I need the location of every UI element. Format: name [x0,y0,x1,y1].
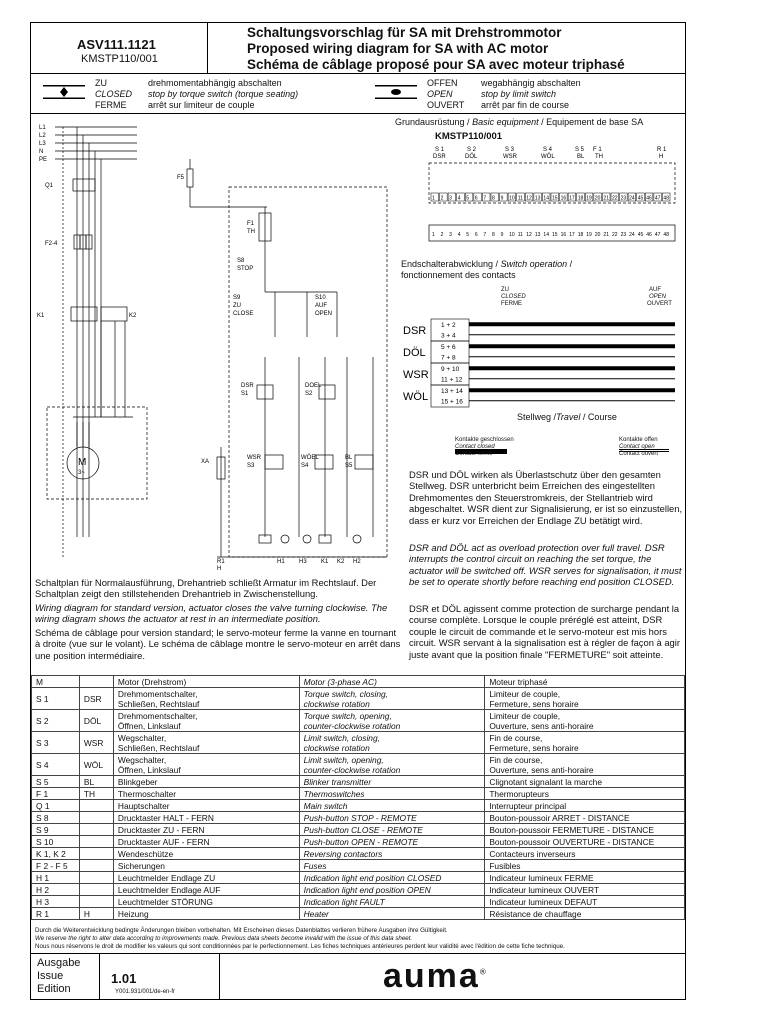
legend-cell: Push-button CLOSE - REMOTE [299,824,485,836]
legend-cell: Fuses [299,860,485,872]
terminal-top-number: 5 [466,195,470,202]
legend-header-row [32,676,685,688]
timing-row-label: DÖL [403,347,426,359]
legend-cell: DSR [79,688,113,710]
legend-cell: Reversing contactors [299,848,485,860]
legend-cell: Drehmomentschalter, Öffnen, Linkslauf [113,710,299,732]
terminal-top-number: 6 [474,195,478,202]
s4-label: S4 [301,463,309,469]
terminal-bottom-number: 24 [629,232,635,238]
k2-label: K2 [129,313,137,319]
mode-left-de: ZU [95,78,107,88]
label-open: OPEN [649,294,667,300]
terminal-top-number: 11 [517,195,523,202]
wsr-label: WSR [247,455,261,461]
heater-xa-label: XA [201,459,210,465]
legend-cell: Contacteurs inverseurs [485,848,685,860]
description-right-en: DSR and DÖL act as overload protection over full travel. DSR interrupts the control circuit on reaching the set torque, the actuator will be switched off. WSR serves for signalisation, it must be set to operate shortly before reaching end position CLOSED. [409,542,682,588]
legend-cell: Bouton-poussoir OUVERTURE - DISTANCE [485,836,685,848]
legend-cell: Sicherungen [113,860,299,872]
limit-switch-icon [375,85,417,99]
equip-s3-name: WSR [503,154,517,160]
description-right-fr: DSR et DÖL agissent comme protection de surcharge pendant la course complète. Lorsque le couple préréglé est atteint, DSR couple le circuit de commande et le servo-moteur est mis hors circuit. WSR servant à la signalisation est à régler de façon à agir juste avant que la position finale "FERMETURE" soit atteinte. [409,603,680,660]
legend-cell: S 10 [32,836,80,848]
legend-cell: S 8 [32,812,80,824]
title-fr: Schéma de câblage proposé pour SA avec moteur triphasé [247,57,625,72]
terminal-top-number: 9 [500,195,504,202]
legend-cell: Wendeschütze [113,848,299,860]
mode-left-fr: FERME [95,100,127,110]
legend-row [32,824,685,836]
legend-cell: K 1, K 2 [32,848,80,860]
legend-cell: Leuchtmelder Endlage AUF [113,884,299,896]
equip-f1-name: TH [595,154,603,160]
legend-cell: S 9 [32,824,80,836]
legend-cell: Torque switch, closing, clockwise rotation [299,688,485,710]
terminal-top-number: 16 [560,195,567,202]
legend-cell: Main switch [299,800,485,812]
legend-cell: Thermoswitches [299,788,485,800]
woel-label: WÖEL [301,455,319,461]
legend-cell: Drucktaster ZU - FERN [113,824,299,836]
equip-s1-name: DSR [433,154,446,160]
legend-cell: H 1 [32,872,80,884]
description-left-en: Wiring diagram for standard version, actuator closes the valve turning clockwise. The wiring diagram shows the actuator at rest in an intermediate position. [35,602,388,625]
timing-contact-label: 9 + 10 [441,366,460,373]
timing-row-label: WÖL [403,391,429,403]
legend-table [31,675,685,920]
legend-cell: Heizung [113,908,299,920]
terminal-bottom-number: 8 [492,232,495,238]
issue-number: 1.01 [111,971,137,986]
legend-cell: Interrupteur principal [485,800,685,812]
terminal-top-number: 20 [594,195,601,202]
terminal-bottom-number: 12 [526,232,532,238]
lamp-h2-label: H2 [353,559,361,565]
terminal-bottom-number: 19 [586,232,592,238]
mode-right-en-text: stop by limit switch [481,89,557,99]
legend-row [32,896,685,908]
footnote-en: We reserve the right to alter data according to improvements made. Previous data sheets become invalid with the issue of this data sheet. [35,935,413,942]
f5-label: F5 [177,175,185,181]
description-right-de: DSR und DÖL wirken als Überlastschutz über den gesamten Stellweg. DSR unterbricht beim Erreichen des eingestellten Drehmomentes den Steuerstromkreis, der Stellantrieb wird abgeschaltet. WSR dient zur Signalisierung, er ist so einzustellen, dass er kurz vor Erreichen der Endlage ZU betätigt wird. [409,469,683,526]
timing-contact-label: 11 + 12 [441,376,463,384]
logo-text: auma [383,957,480,995]
legend-cell: S 5 [32,776,80,788]
mode-right-de-text: wegabhängig abschalten [481,78,581,88]
issue-label-fr: Edition [37,983,71,995]
legend-cell: Thermorupteurs [485,788,685,800]
legend-cell [79,884,113,896]
closed-key-de: Kontakte geschlossen [455,437,514,443]
legend-cell: S 4 [32,754,80,776]
supply-pe-label: PE [39,157,48,163]
terminal-top-number: 15 [552,195,558,202]
legend-row [32,860,685,872]
h-label: H [217,566,222,571]
equip-r1-name: H [659,154,664,160]
terminal-top-number: 48 [663,195,669,202]
datasheet [30,22,686,1000]
s10-label: S10 [315,295,326,301]
open-key-fr: Contact ouvert [619,451,659,457]
terminal-top-number: 3 [449,195,452,202]
terminal-bottom-number: 22 [612,232,618,238]
terminal-top-number: 19 [586,195,592,202]
legend-cell: Indicateur lumineux DEFAUT [485,896,685,908]
label-ouvert: OUVERT [647,301,672,307]
doel-label: DOEL [305,383,322,389]
logo-trademark: ® [479,967,488,977]
legend-cell: Limiteur de couple, Fermeture, sens horaire [485,688,685,710]
terminal-bottom-number: 15 [552,232,558,238]
equip-s3-id: S 3 [505,147,515,153]
s10-auf-label: AUF [315,303,327,309]
timing-row-label: WSR [403,369,429,381]
description-left-fr: Schéma de câblage pour version standard; le servo-moteur ferme la vanne en tournant à droite (vue sur le volant). Le schéma de câblage montre le servo-moteur en arrêt dans une position intermédiaire. [35,627,401,661]
legend-cell [79,896,113,908]
legend-cell: Wegschalter, Schließen, Rechtslauf [113,732,299,754]
s8-label: S8 [237,258,245,264]
mode-right-de: OFFEN [427,78,458,88]
title-en: Proposed wiring diagram for SA with AC motor [247,41,549,56]
s2-label: S2 [305,391,313,397]
terminal-bottom-number: 48 [663,232,669,238]
legend-row [32,710,685,732]
label-auf: AUF [649,287,661,293]
footnote [35,927,685,951]
closed-key-fr: Contact fermé [455,451,493,457]
terminal-top-number: 47 [654,195,661,202]
terminal-bottom-number: 20 [594,232,601,238]
terminal-top-number: 4 [457,195,461,202]
legend-cell: Torque switch, opening, counter-clockwise rotation [299,710,485,732]
terminal-top-number: 23 [620,195,627,202]
equip-s4-id: S 4 [543,147,553,153]
travel-label: Stellweg /Travel / Course [517,412,617,422]
s8-stop-label: STOP [237,266,254,272]
legend-cell: Q 1 [32,800,80,812]
mode-right-fr-text: arrêt par fin de course [481,100,570,110]
mode-right-en: OPEN [427,89,453,99]
terminal-top-number: 10 [509,195,515,202]
label-closed: CLOSED [501,294,526,300]
motor-sub-label: 3~ [78,470,85,476]
terminal-top-number: 17 [569,195,575,202]
timing-contact-label: 13 + 14 [441,388,463,395]
timing-row-label: DSR [403,325,427,337]
mode-left-fr-text: arrêt sur limiteur de couple [148,100,255,110]
legend-cell: Indication light end position OPEN [299,884,485,896]
legend-cell: F 1 [32,788,80,800]
legend-cell: Fin de course, Ouverture, sens anti-horaire [485,754,685,776]
legend-cell: Thermoschalter [113,788,299,800]
legend-cell: Résistance de chauffage [485,908,685,920]
legend-row [32,884,685,896]
closed-key-en: Contact closed [455,444,495,450]
equip-r1-id: R 1 [657,147,667,153]
terminal-top-number: 2 [440,195,444,202]
legend-cell: Drucktaster HALT - FERN [113,812,299,824]
terminal-bottom-number: 16 [560,232,567,238]
legend-cell: S 3 [32,732,80,754]
legend-cell: M [32,676,80,688]
terminal-bottom-number: 23 [620,232,627,238]
terminal-bottom-number: 13 [534,232,541,238]
label-zu: ZU [501,287,509,293]
legend-cell: BL [79,776,113,788]
legend-row [32,908,685,920]
legend-cell [79,676,113,688]
terminal-top-number: 46 [646,195,652,202]
s3-label: S3 [247,463,255,469]
terminal-top-number: 24 [629,195,635,202]
legend-cell: Indication light FAULT [299,896,485,908]
equip-s2-id: S 2 [467,147,477,153]
legend-cell: Drucktaster AUF - FERN [113,836,299,848]
terminal-bottom-number: 6 [474,232,478,238]
legend-row [32,754,685,776]
equip-s4-name: WÖL [541,154,555,160]
legend-cell: Limiteur de couple, Ouverture, sens anti-horaire [485,710,685,732]
terminal-top-number: 22 [612,195,618,202]
terminal-bottom-number: 47 [654,232,661,238]
open-key-en: Contact open [619,444,655,450]
terminal-top-number: 1 [432,195,435,202]
timing-contact-label: 3 + 4 [441,332,456,340]
legend-cell: H 3 [32,896,80,908]
equip-s5-name: BL [577,154,585,160]
legend-cell [79,860,113,872]
mode-left-de-text: drehmomentabhängig abschalten [148,78,282,88]
legend-cell [79,836,113,848]
legend-cell [79,800,113,812]
terminal-bottom-number: 5 [466,232,470,238]
terminal-top-number: 13 [534,195,541,202]
terminal-top-number: 18 [577,195,584,202]
terminal-bottom-number: 18 [577,232,584,238]
legend-cell: Indication light end position CLOSED [299,872,485,884]
description-left-de: Schaltplan für Normalausführung, Drehantrieb schließt Armatur im Rechtslauf. Der Schaltplan zeigt den stillstehenden Drehantrieb in Zwischenstellung. [35,577,377,600]
legend-cell: Limit switch, opening, counter-clockwise rotation [299,754,485,776]
terminal-bottom-number: 1 [432,232,435,238]
legend-cell [79,824,113,836]
terminal-top-number: 8 [492,195,495,202]
terminal-bottom-number: 7 [483,232,487,238]
legend-cell: Bouton-poussoir ARRET - DISTANCE [485,812,685,824]
title-de: Schaltungsvorschlag für SA mit Drehstrommotor [247,25,562,40]
legend-cell: Fusibles [485,860,685,872]
s9-close-label: CLOSE [233,311,254,317]
document-code: ASV111.1121 [77,37,156,52]
footnote-de: Durch die Weiterentwicklung bedingte Änderungen bleiben vorbehalten. Mit Erscheinen dieses Datenblattes verlieren frühere Ausgaben ihre Gültigkeit. [35,927,448,934]
timing-contact-label: 5 + 6 [441,344,456,351]
terminal-bottom-number: 11 [517,232,523,238]
legend-cell: Leuchtmelder Endlage ZU [113,872,299,884]
switch-operation-heading-fr: fonctionnement des contacts [401,270,516,280]
issue-label-en: Issue [37,970,64,982]
supply-l2-label: L2 [39,133,46,139]
terminal-bottom-number: 2 [440,232,444,238]
s9-label: S9 [233,295,241,301]
supply-l3-label: L3 [39,141,46,147]
timing-contact-label: 7 + 8 [441,354,456,362]
legend-cell: H 2 [32,884,80,896]
terminal-bottom-number: 14 [543,232,549,238]
legend-cell: Blinkgeber [113,776,299,788]
legend-cell: Indicateur lumineux FERME [485,872,685,884]
legend-cell: WÖL [79,754,113,776]
legend-cell: Limit switch, closing, clockwise rotation [299,732,485,754]
legend-row [32,800,685,812]
torque-seating-icon [43,85,85,99]
terminal-bottom-number: 10 [509,232,515,238]
equip-s2-name: DÖL [465,154,478,160]
label-ferme: FERME [501,301,522,307]
document-subcode: KMSTP110/001 [81,53,158,65]
equipment-model: KMSTP110/001 [435,131,503,142]
legend-cell: S 2 [32,710,80,732]
legend-cell: Blinker transmitter [299,776,485,788]
terminal-top-number: 21 [603,195,609,202]
s5-label: S5 [345,463,353,469]
terminal-top-number: 45 [637,195,644,202]
mode-right-fr: OUVERT [427,100,465,110]
terminal-top-number: 12 [526,195,532,202]
legend-cell: Clignotant signalant la marche [485,776,685,788]
legend-cell [79,872,113,884]
s9-zu-label: ZU [233,303,241,309]
f1-th-label: TH [247,229,255,235]
equip-f1-id: F 1 [593,147,602,153]
legend-cell: Fin de course, Fermeture, sens horaire [485,732,685,754]
equipment-heading: Grundausrüstung / Basic equipment / Equipement de base SA [395,117,644,127]
legend-cell: Push-button STOP - REMOTE [299,812,485,824]
coil-k2-label: K2 [337,559,345,565]
legend-row [32,836,685,848]
legend-cell: Motor (Drehstrom) [113,676,299,688]
terminal-bottom-number: 9 [500,232,504,238]
mode-left-en-text: stop by torque switch (torque seating) [148,89,299,99]
legend-row [32,688,685,710]
s1-label: S1 [241,391,249,397]
terminal-top-number: 7 [483,195,487,202]
legend-cell: Moteur triphasé [485,676,685,688]
q1-label: Q1 [45,183,54,189]
footnote-fr: Nous nous réservons le droit de modifier les valeurs qui sont conditionnées par le perfectionnement. Les fiches techniques antérieures perdent leur validité avec l'édition de cette fiche technique. [35,943,565,950]
legend-cell: Motor (3-phase AC) [299,676,485,688]
supply-l1-label: L1 [39,125,46,131]
legend-cell: Wegschalter, Öffnen, Linkslauf [113,754,299,776]
document-number: Y001.931/001/de-en-fr [115,989,176,995]
s10-open-label: OPEN [315,311,333,317]
legend-cell: TH [79,788,113,800]
legend-cell: WSR [79,732,113,754]
r1-label: R1 [217,559,225,565]
f1-label: F1 [247,221,255,227]
legend-row [32,732,685,754]
auma-logo [383,957,488,996]
legend-cell [79,848,113,860]
terminal-bottom-number: 3 [449,232,452,238]
mode-left-en: CLOSED [95,89,133,99]
legend-cell: Heater [299,908,485,920]
legend-cell: R 1 [32,908,80,920]
issue-labels [37,957,80,996]
dsr-label: DSR [241,383,254,389]
legend-row [32,788,685,800]
legend-cell: H [79,908,113,920]
motor-label: M [78,457,87,468]
wiring-diagram [37,117,395,571]
legend-row [32,776,685,788]
legend-cell: Indicateur lumineux OUVERT [485,884,685,896]
legend-cell: Drehmomentschalter, Schließen, Rechtslauf [113,688,299,710]
legend-cell: S 1 [32,688,80,710]
switch-operation-heading: Endschalterabwicklung / Switch operation / [401,259,573,269]
terminal-bottom-number: 21 [603,232,609,238]
legend-cell: Leuchtmelder STÖRUNG [113,896,299,908]
terminal-bottom-number: 46 [646,232,652,238]
timing-contact-label: 15 + 16 [441,398,463,406]
legend-cell: Push-button OPEN - REMOTE [299,836,485,848]
timing-contact-label: 1 + 2 [441,322,456,329]
supply-n-label: N [39,149,44,155]
terminal-bottom-number: 17 [569,232,575,238]
legend-cell [79,812,113,824]
legend-row [32,812,685,824]
terminal-bottom-number: 45 [637,232,644,238]
terminal-top-number: 14 [543,195,549,202]
legend-row [32,872,685,884]
equip-s5-id: S 5 [575,147,585,153]
bl-label: BL [345,455,353,461]
lamp-h1-label: H1 [277,559,285,565]
legend-cell: F 2 - F 5 [32,860,80,872]
legend-cell: DÖL [79,710,113,732]
lamp-h3-label: H3 [299,559,307,565]
equip-s1-id: S 1 [435,147,445,153]
open-key-de: Kontakte offen [619,437,658,443]
legend-cell: Bouton-poussoir FERMETURE - DISTANCE [485,824,685,836]
f2-4-label: F2-4 [45,241,58,247]
terminal-bottom-number: 4 [457,232,461,238]
legend-row [32,848,685,860]
issue-label-de: Ausgabe [37,957,81,969]
k1-label: K1 [37,313,45,319]
legend-cell: Hauptschalter [113,800,299,812]
coil-k1-label: K1 [321,559,329,565]
equipment-terminal-diagram [427,143,679,253]
